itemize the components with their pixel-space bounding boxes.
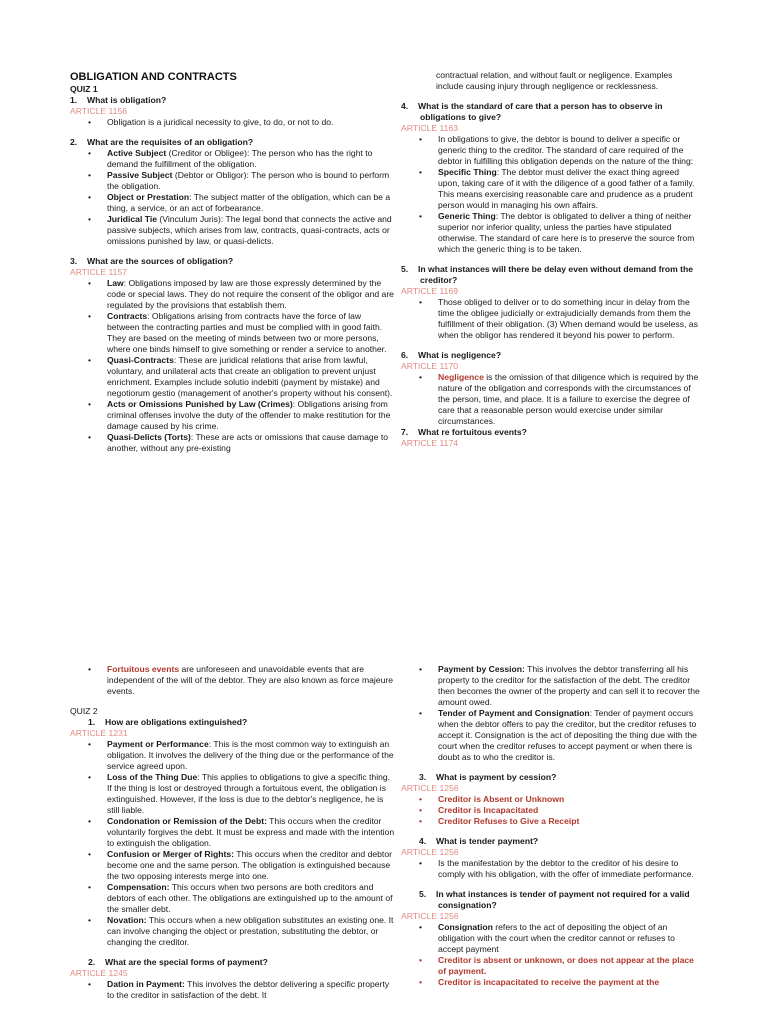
list-item: • Creditor is absent or unknown, or does not appear at the place of payment.: [401, 955, 701, 977]
list-item: • Dation in Payment: This involves the debtor delivering a specific property to the creditor in satisfaction of the debt. It: [70, 979, 395, 1001]
list-item: • Confusion or Merger of Rights: This occurs when the creditor and debtor become one and the same person. The obligation is extinguished because the two opposing interests merge into one.: [70, 849, 395, 882]
list-item: • Payment or Performance: This is the most common way to extinguish an obligation. It involves the delivery of the thing due or the performance of the service agreed upon.: [70, 739, 395, 772]
list-item: • Novation: This occurs when a new obligation substitutes an existing one. It can involve changing the object or prestation, substituting the debtor, or changing the creditor.: [70, 915, 395, 948]
answer-list: [401, 922, 701, 988]
list-item: • Generic Thing: The debtor is obligated to deliver a thing of neither superior nor inferior quality, unless the parties have stipulated otherwise. The standard of care here is to preserve the source from which the generic thing is to be taken.: [401, 211, 701, 255]
article-ref: ARTICLE 1157: [70, 267, 128, 277]
answer-list: [401, 858, 701, 880]
quiz-heading: QUIZ 2: [70, 706, 98, 716]
list-item: • Object or Prestation: The subject matter of the obligation, which can be a thing, a service, or an act of forbearance.: [70, 192, 395, 214]
list-item: • Passive Subject (Debtor or Obligor): The person who is bound to perform the obligation.: [70, 170, 395, 192]
answer-list: [70, 664, 395, 697]
document-title: OBLIGATION AND CONTRACTS: [70, 71, 237, 83]
answer-list: [401, 134, 701, 255]
answer-list: [70, 117, 395, 128]
list-item: • Creditor Refuses to Give a Receipt: [401, 816, 701, 827]
list-item: • Creditor is Incapacitated: [401, 805, 701, 816]
answer-list: [70, 278, 395, 454]
article-ref: ARTICLE 1163: [401, 123, 459, 133]
list-item: • Negligence is the omission of that diligence which is required by the nature of the obligation and corresponds with the circumstances of the person, time, and place. It is a failure to exercise the degree of care that a reasonable person would exercise under similar circumstances.: [401, 372, 701, 427]
list-item: • Specific Thing: The debtor must deliver the exact thing agreed upon, taking care of it with the diligence of a good father of a family. This means exercising reasonable care and prudence as a prudent person would in managing his own affairs.: [401, 167, 701, 211]
answer-list: [401, 297, 701, 341]
article-ref: ARTICLE 1256: [401, 847, 459, 857]
list-item: • Condonation or Remission of the Debt: This occurs when the creditor voluntarily forgives the debt. It must be express and made with the intention to extinguish the obligation.: [70, 816, 395, 849]
list-item: • Acts or Omissions Punished by Law (Crimes): Obligations arising from criminal offenses involve the duty of the offender to make restitution for the damage caused by his crime.: [70, 399, 395, 432]
article-ref: ARTICLE 1174: [401, 438, 459, 448]
question-3: 3. What are the sources of obligation?: [70, 256, 234, 266]
list-item: • Juridical Tie (Vinculum Juris): The legal bond that connects the active and passive subjects, which arises from law, contracts, quasi-contracts, acts or omissions punished by law, or quasi-delicts.: [70, 214, 395, 247]
document-page-2: [0, 512, 768, 1024]
question-2: 2. What are the requisites of an obligation?: [70, 137, 254, 147]
page1-right-column: [401, 70, 701, 449]
question-1: 1. What is obligation?: [70, 95, 167, 105]
list-item: • Compensation: This occurs when two persons are both creditors and debtors of each other. The obligations are extinguished up to the amount of the smaller debt.: [70, 882, 395, 915]
question-6: 6. What is negligence?: [401, 350, 502, 360]
article-ref: ARTICLE 1170: [401, 361, 459, 371]
quiz-heading: QUIZ 1: [70, 84, 98, 94]
list-item: • Loss of the Thing Due: This applies to obligations to give a specific thing. If the thing is lost or destroyed through a fortuitous event, the obligation is extinguished. However, if the loss is due to the debtor's negligence, he is still liable.: [70, 772, 395, 816]
list-item: • Law: Obligations imposed by law are those expressly determined by the code or special laws. They do not require the consent of the obligor and are regulated by the provisions that establish them.: [70, 278, 395, 311]
page2-left-column: [70, 664, 395, 1001]
answer-list: [401, 794, 701, 827]
list-item: • Payment by Cession: This involves the debtor transferring all his property to the creditor for the satisfaction of the debt. The creditor then becomes the owner of the property and can sell it to recover the amount owed.: [401, 664, 701, 708]
answer-list: [70, 739, 395, 948]
article-ref: ARTICLE 1256: [401, 783, 459, 793]
answer-list: [401, 664, 701, 763]
question-1: 1. How are obligations extinguished?: [88, 717, 248, 727]
list-item: • Those obliged to deliver or to do something incur in delay from the time the obligee judicially or extrajudicially demands from them the fulfillment of their obligation. (3) When demand would be useless, as when the obligor has rendered it beyond his power to perform.: [401, 297, 701, 341]
question-7: 7. What re fortuitous events?: [401, 427, 527, 437]
answer-list: [401, 372, 701, 427]
question-4: 4. What is the standard of care that a person has to observe in obligations to give?: [401, 101, 663, 122]
question-5: 5. In what instances will there be delay even without demand from the creditor?: [401, 264, 694, 285]
list-item: • Quasi-Contracts: These are juridical relations that arise from lawful, voluntary, and unilateral acts that create an obligation to prevent unjust enrichment. Examples include solutio indebiti (payment by mistake) and negotiorum gestio (management of another's property without his consent).: [70, 355, 395, 399]
list-item: • Consignation refers to the act of depositing the object of an obligation with the court when the creditor cannot or refuses to accept payment: [401, 922, 701, 955]
page1-left-column: [70, 70, 395, 454]
list-item: • Is the manifestation by the debtor to the creditor of his desire to comply with his obligation, with the offer of immediate performance.: [401, 858, 701, 880]
question-3: 3. What is payment by cession?: [419, 772, 557, 782]
article-ref: ARTICLE 1156: [70, 106, 128, 116]
list-item: • Contracts: Obligations arising from contracts have the force of law between the contracting parties and must be complied with in good faith. They are based on the meeting of minds between two or more persons, where one binds himself to give something or render a service to another.: [70, 311, 395, 355]
list-item: • Active Subject (Creditor or Obligee): The person who has the right to demand the fulfillment of the obligation.: [70, 148, 395, 170]
list-item: • Fortuitous events are unforeseen and unavoidable events that are independent of the will of the debtor. They are also known as force majeure events.: [70, 664, 395, 697]
answer-list: [70, 979, 395, 1001]
article-ref: ARTICLE 1169: [401, 286, 459, 296]
list-item: • In obligations to give, the debtor is bound to deliver a specific or generic thing to the creditor. The standard of care required of the debtor in fulfilling this obligation depends on the nature of the thing:: [401, 134, 701, 167]
list-item: • Quasi-Delicts (Torts): These are acts or omissions that cause damage to another, without any pre-existing: [70, 432, 395, 454]
question-2: 2. What are the special forms of payment?: [88, 957, 268, 967]
answer-list: [70, 148, 395, 247]
continued-text: contractual relation, and without fault or negligence. Examples include causing injury through negligence or recklessness.: [436, 70, 673, 91]
question-5: 5. In what instances is tender of payment not required for a valid consignation?: [419, 889, 690, 910]
list-item: • Creditor is incapacitated to receive the payment at the: [401, 977, 701, 988]
question-4: 4. What is tender payment?: [419, 836, 539, 846]
page2-right-column: [401, 664, 701, 988]
list-item: • Creditor is Absent or Unknown: [401, 794, 701, 805]
article-ref: ARTICLE 1256: [401, 911, 459, 921]
list-item: • Tender of Payment and Consignation: Tender of payment occurs when the debtor offers to pay the creditor, but the creditor refuses to accept it. Consignation is the act of depositing the thing due with the court when the creditor refuses to accept payment or when there is doubt as to who the creditor is.: [401, 708, 701, 763]
article-ref: ARTICLE 1245: [70, 968, 128, 978]
list-item: • Obligation is a juridical necessity to give, to do, or not to do.: [70, 117, 395, 128]
article-ref: ARTICLE 1231: [70, 728, 128, 738]
